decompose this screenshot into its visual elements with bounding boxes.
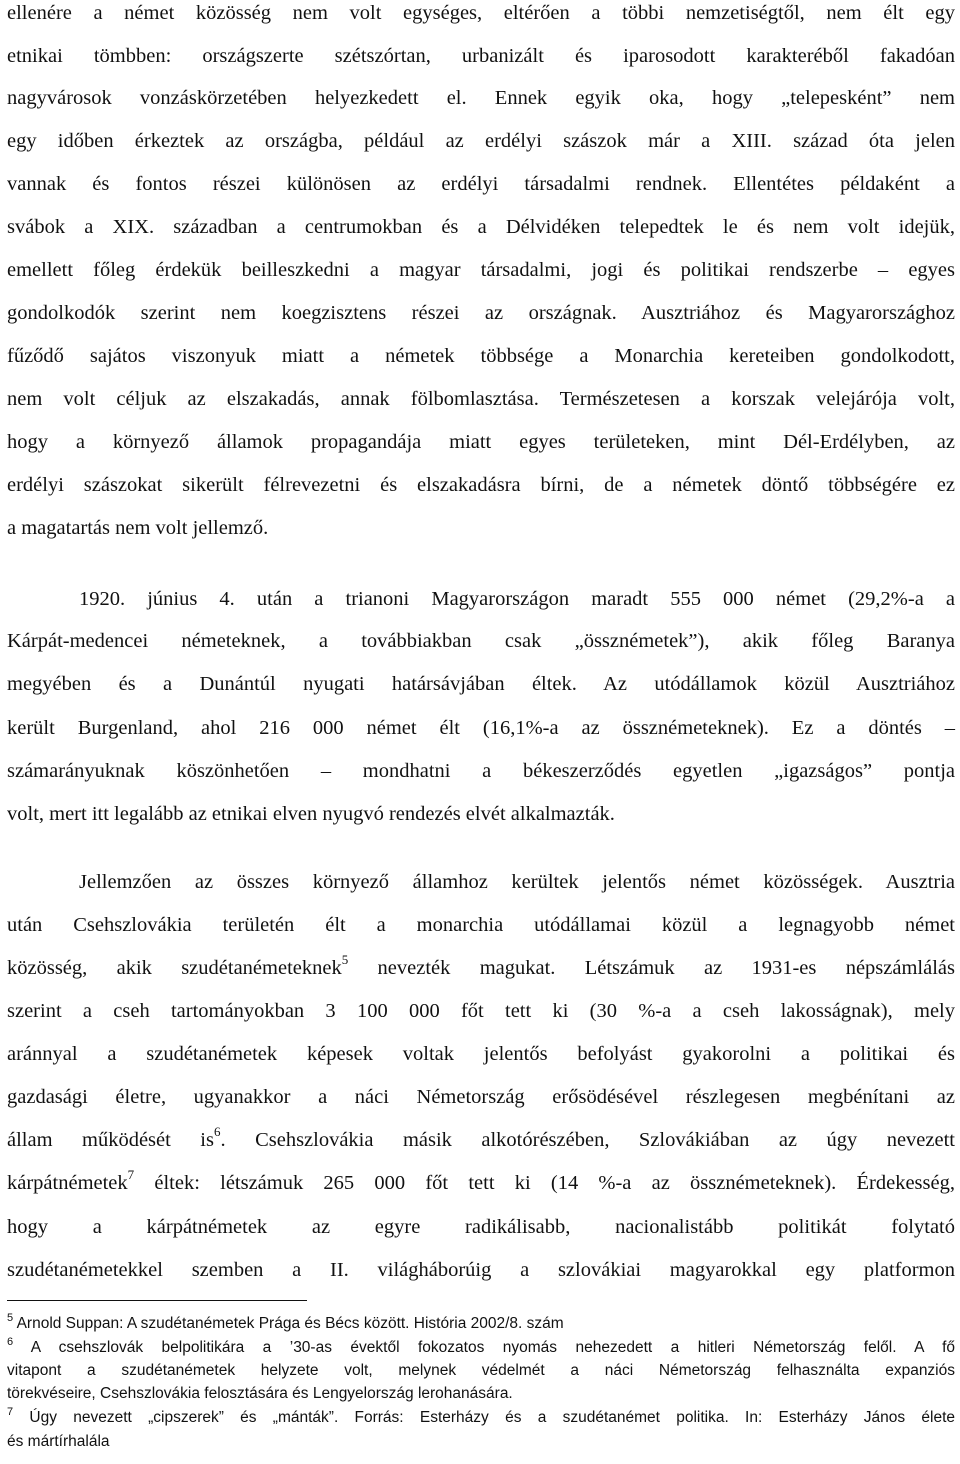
text-run: közösség, akik szudétanémeteknek bbox=[7, 957, 342, 979]
text-line: vannak és fontos részei különösen az erdélyi társadalmi rendnek. Ellentétes példaként a bbox=[7, 173, 955, 195]
footnote-6-cont: törekvéseire, Csehszlovákia felosztására és Lengyelország lerohanására. bbox=[7, 1385, 513, 1402]
text-line: nem volt céljuk az elszakadás, annak fölbomlasztása. Természetesen a korszak velejárója volt, bbox=[7, 388, 955, 410]
text-line: egy időben érkeztek az országba, például az erdélyi szászok már a XIII. század óta jelen bbox=[7, 130, 955, 152]
text-line: emellett főleg érdekük beilleszkedni a magyar társadalmi, jogi és politikai rendszerbe – egyes bbox=[7, 259, 955, 281]
text-run: . Csehszlovákia másik alkotórészében, Szlovákiában az úgy nevezett bbox=[220, 1129, 955, 1151]
footnote-5 bbox=[7, 1313, 955, 1335]
text-run: kárpátnémetek bbox=[7, 1172, 128, 1194]
text-line: szudétanémetekkel szemben a II. világháborúig a szlovákiai magyarokkal egy platformon bbox=[7, 1259, 955, 1281]
footnote-ref[interactable]: 7 bbox=[127, 1167, 135, 1183]
footnote-text: Arnold Suppan: A szudétanémetek Prága és Bécs között. História 2002/8. szám bbox=[13, 1315, 564, 1332]
footnote-ref[interactable]: 5 bbox=[341, 952, 349, 968]
text-run: nevezték magukat. Létszámuk az 1931-es népszámlálás bbox=[348, 957, 955, 979]
text-line: fűződő sajátos viszonyuk miatt a németek többsége a Monarchia kereteiben gondolkodott, bbox=[7, 345, 955, 367]
text-line: a magatartás nem volt jellemző. bbox=[7, 517, 269, 539]
text-line: került Burgenland, ahol 216 000 német élt (16,1%-a az össznémeteknek). Ez a döntés – bbox=[7, 717, 955, 739]
text-line: számarányuknak köszönhetően – mondhatni a békeszerződés egyetlen „igazságos” pontja bbox=[7, 760, 955, 782]
text-line: nagyvárosok vonzáskörzetében helyezkedett el. Ennek egyik oka, hogy „telepesként” nem bbox=[7, 87, 955, 109]
footnote-7-cont: és mártírhalála bbox=[7, 1433, 110, 1450]
text-run: éltek: létszámuk 265 000 főt tett ki (14 %-a az össznémeteknek). Érdekesség, bbox=[134, 1172, 955, 1194]
footnote-text: Úgy nevezett „cipszerek” és „mánták”. Forrás: Esterházy és a szudétanémet politika. In: Esterházy János élete bbox=[13, 1409, 955, 1426]
footnote-text: A csehszlovák belpolitikára a ’30-as évektől fokozatos nyomás nehezedett a hitleri Németország felől. A fő bbox=[13, 1339, 955, 1356]
footnote-number: 6 bbox=[7, 1335, 14, 1348]
text-line: erdélyi szászokat sikerült félrevezetni és elszakadásra bírni, de a németek döntő többségére ez bbox=[7, 474, 955, 496]
footnote-separator bbox=[7, 1300, 307, 1301]
text-run: állam működését is bbox=[7, 1129, 214, 1151]
text-line: gazdasági életre, ugyanakkor a náci Németország erősödésével részlegesen megbénítani az bbox=[7, 1086, 955, 1108]
text-line: után Csehszlovákia területén élt a monarchia utódállamai közül a legnagyobb német bbox=[7, 914, 955, 936]
footnote-7 bbox=[7, 1407, 955, 1429]
text-line: Jellemzően az összes környező államhoz kerültek jelentős német közösségek. Ausztria bbox=[79, 871, 955, 893]
text-line: ellenére a német közösség nem volt egységes, eltérően a többi nemzetiségtől, nem élt egy bbox=[7, 2, 955, 24]
text-line: 1920. június 4. után a trianoni Magyarországon maradt 555 000 német (29,2%-a a bbox=[79, 588, 955, 610]
footnote-6-cont: vitapont a szudétanémetek helyzete volt, melynek védelmét a náci Németország felhasználta expanziós bbox=[7, 1362, 955, 1379]
text-line: szerint a cseh tartományokban 3 100 000 főt tett ki (30 %-a a cseh lakosságnak), mely bbox=[7, 1000, 955, 1022]
footnote-ref[interactable]: 6 bbox=[213, 1124, 221, 1140]
text-line: etnikai tömbben: országszerte szétszórtan, urbanizált és iparosodott karakteréből fakadóan bbox=[7, 45, 955, 67]
text-line: svábok a XIX. században a centrumokban és a Délvidéken telepedtek le és nem volt idejük, bbox=[7, 216, 955, 238]
footnote-6 bbox=[7, 1337, 955, 1359]
text-line: gondolkodók szerint nem koegzisztens részei az országnak. Ausztriához és Magyarországhoz bbox=[7, 302, 955, 324]
text-line: megyében és a Dunántúl nyugati határsávjában éltek. Az utódállamok közül Ausztriához bbox=[7, 673, 955, 695]
footnote-number: 7 bbox=[7, 1405, 14, 1418]
text-line: volt, mert itt legalább az etnikai elven nyugvó rendezés elvét alkalmazták. bbox=[7, 803, 615, 825]
text-line: hogy a környező államok propagandája miatt egyes területeken, mint Dél-Erdélyben, az bbox=[7, 431, 955, 453]
text-line bbox=[7, 1168, 955, 1198]
text-line bbox=[7, 1125, 955, 1155]
text-line: hogy a kárpátnémetek az egyre radikálisabb, nacionalistább politikát folytató bbox=[7, 1216, 955, 1238]
text-line bbox=[7, 953, 955, 983]
text-line: aránnyal a szudétanémetek képesek voltak jelentős befolyást gyakorolni a politikai és bbox=[7, 1043, 955, 1065]
text-line: Kárpát-medencei németeknek, a továbbiakban csak „össznémetek”), akik főleg Baranya bbox=[7, 630, 955, 652]
footnote-number: 5 bbox=[7, 1311, 14, 1324]
